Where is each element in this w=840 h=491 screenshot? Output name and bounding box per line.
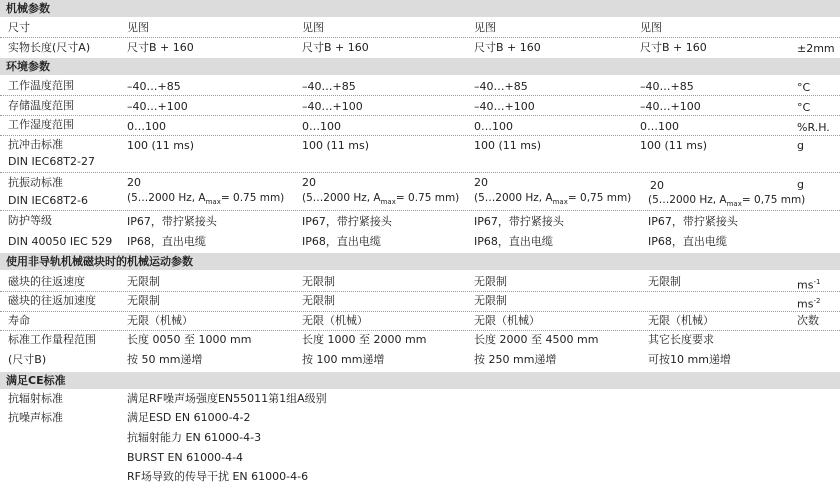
- section-ce: 满足CE标准: [0, 372, 840, 389]
- life-col4: 无限（机械）: [648, 314, 714, 327]
- optemp-unit: °C: [797, 81, 811, 94]
- shock-unit: g: [797, 139, 804, 152]
- storetemp-col1: –40…+100: [127, 100, 188, 113]
- label-vibration: 抗振动标准: [8, 176, 63, 189]
- vibration-col3-value: 20: [474, 176, 488, 189]
- protection-col4-line1: IP67，带拧紧接头: [648, 215, 738, 228]
- label-store-temp: 存储温度范围: [8, 99, 74, 112]
- label-noise: 抗噪声标准: [8, 411, 63, 424]
- ce-item: 满足RF噪声场强度EN55011第1组A级别: [127, 392, 327, 405]
- label-std-length: 标准工作量程范围: [8, 333, 96, 346]
- ce-item: 抗辐射能力 EN 61000-4-3: [127, 431, 262, 444]
- speed-col2: 无限制: [302, 275, 335, 288]
- vibration-col1-range: (5…2000 Hz, $A_{max}= 0.75$ mm): [127, 192, 285, 207]
- life-col1: 无限（机械）: [127, 314, 193, 327]
- optemp-col3: –40…+85: [474, 80, 528, 93]
- humidity-col3: 0…100: [474, 120, 513, 133]
- length-col4: 尺寸B + 160: [640, 41, 707, 54]
- accel-col1: 无限制: [127, 294, 160, 307]
- label-protection-std: DIN 40050 IEC 529: [8, 235, 113, 248]
- storetemp-col3: –40…+100: [474, 100, 535, 113]
- length-col3: 尺寸B + 160: [474, 41, 541, 54]
- label-accel: 磁块的往返加速度: [8, 294, 96, 307]
- length-col1: 尺寸B + 160: [127, 41, 194, 54]
- shock-col3: 100 (11 ms): [474, 139, 542, 152]
- stdlen-col3-step: 按 250 mm递增: [474, 353, 557, 366]
- accel-col3: 无限制: [474, 294, 507, 307]
- protection-col3-line1: IP67，带拧紧接头: [474, 215, 564, 228]
- row-divider: [0, 210, 840, 211]
- ce-item: BURST EN 61000-4-4: [127, 451, 244, 464]
- humidity-unit: %R.H.: [797, 121, 830, 134]
- vibration-unit: g: [797, 178, 804, 191]
- label-speed: 磁块的往返速度: [8, 275, 85, 288]
- stdlen-col1-step: 按 50 mm递增: [127, 353, 203, 366]
- label-humidity: 工作湿度范围: [8, 118, 74, 131]
- row-divider: [0, 135, 840, 136]
- label-life: 寿命: [8, 314, 30, 327]
- vibration-col4-range: (5…2000 Hz, $A_{max}= 0,75$ mm): [648, 194, 806, 209]
- protection-col2-line1: IP67，带拧紧接头: [302, 215, 392, 228]
- vibration-col2-value: 20: [302, 176, 316, 189]
- stdlen-col2-step: 按 100 mm递增: [302, 353, 385, 366]
- label-shock: 抗冲击标准: [8, 138, 63, 151]
- life-col3: 无限（机械）: [474, 314, 540, 327]
- label-op-temp: 工作温度范围: [8, 79, 74, 92]
- ce-item: 满足ESD EN 61000-4-2: [127, 411, 251, 424]
- label-length: 实物长度(尺寸A): [8, 41, 91, 54]
- speed-unit: $ms^{-1}$: [797, 278, 821, 292]
- row-divider: [0, 37, 840, 38]
- accel-col2: 无限制: [302, 294, 335, 307]
- stdlen-col2-range: 长度 1000 至 2000 mm: [302, 333, 427, 346]
- vibration-col3-range: (5…2000 Hz, $A_{max}= 0,75$ mm): [474, 192, 632, 207]
- protection-col1-line1: IP67，带拧紧接头: [127, 215, 217, 228]
- vibration-col1-value: 20: [127, 176, 141, 189]
- size-col2: 见图: [302, 21, 324, 34]
- accel-unit: $ms^{-2}$: [797, 297, 821, 311]
- row-divider: [0, 311, 840, 312]
- protection-col1-line2: IP68，直出电缆: [127, 235, 206, 248]
- shock-col2: 100 (11 ms): [302, 139, 370, 152]
- row-divider: [0, 330, 840, 331]
- optemp-col4: –40…+85: [640, 80, 694, 93]
- section-motion: 使用非导轨机械磁块时的机械运动参数: [0, 253, 840, 270]
- section-environment: 环境参数: [0, 58, 840, 75]
- stdlen-col3-range: 长度 2000 至 4500 mm: [474, 333, 599, 346]
- label-protection: 防护等级: [8, 214, 52, 227]
- stdlen-col1-range: 长度 0050 至 1000 mm: [127, 333, 252, 346]
- label-vibration-std: DIN IEC68T2-6: [8, 194, 88, 207]
- protection-col2-line2: IP68，直出电缆: [302, 235, 381, 248]
- label-size: 尺寸: [8, 21, 30, 34]
- size-col4: 见图: [640, 21, 662, 34]
- label-std-length-size: (尺寸B): [8, 353, 47, 366]
- vibration-col4-value: 20: [650, 179, 664, 192]
- row-divider: [0, 172, 840, 173]
- length-col2: 尺寸B + 160: [302, 41, 369, 54]
- size-col1: 见图: [127, 21, 149, 34]
- humidity-col2: 0…100: [302, 120, 341, 133]
- stdlen-col4-range: 其它长度要求: [648, 333, 714, 346]
- row-divider: [0, 291, 840, 292]
- speed-col4: 无限制: [648, 275, 681, 288]
- storetemp-unit: °C: [797, 101, 811, 114]
- life-col2: 无限（机械）: [302, 314, 368, 327]
- protection-col4-line2: IP68，直出电缆: [648, 235, 727, 248]
- optemp-col2: –40…+85: [302, 80, 356, 93]
- row-divider: [0, 115, 840, 116]
- label-radiation: 抗辐射标准: [8, 392, 63, 405]
- humidity-col1: 0…100: [127, 120, 166, 133]
- ce-item: RF场导致的传导干扰 EN 61000-4-6: [127, 470, 309, 483]
- size-col3: 见图: [474, 21, 496, 34]
- section-mechanical: 机械参数: [0, 0, 840, 17]
- shock-col4: 100 (11 ms): [640, 139, 708, 152]
- speed-col1: 无限制: [127, 275, 160, 288]
- humidity-col4: 0…100: [640, 120, 679, 133]
- length-unit: ±2mm: [797, 42, 835, 55]
- row-divider: [0, 95, 840, 96]
- speed-col3: 无限制: [474, 275, 507, 288]
- life-unit: 次数: [797, 314, 819, 327]
- vibration-col2-range: (5…2000 Hz, $A_{max}= 0.75$ mm): [302, 192, 460, 207]
- stdlen-col4-step: 可按10 mm递增: [648, 353, 731, 366]
- label-shock-std: DIN IEC68T2-27: [8, 155, 95, 168]
- shock-col1: 100 (11 ms): [127, 139, 195, 152]
- storetemp-col2: –40…+100: [302, 100, 363, 113]
- optemp-col1: –40…+85: [127, 80, 181, 93]
- storetemp-col4: –40…+100: [640, 100, 701, 113]
- protection-col3-line2: IP68，直出电缆: [474, 235, 553, 248]
